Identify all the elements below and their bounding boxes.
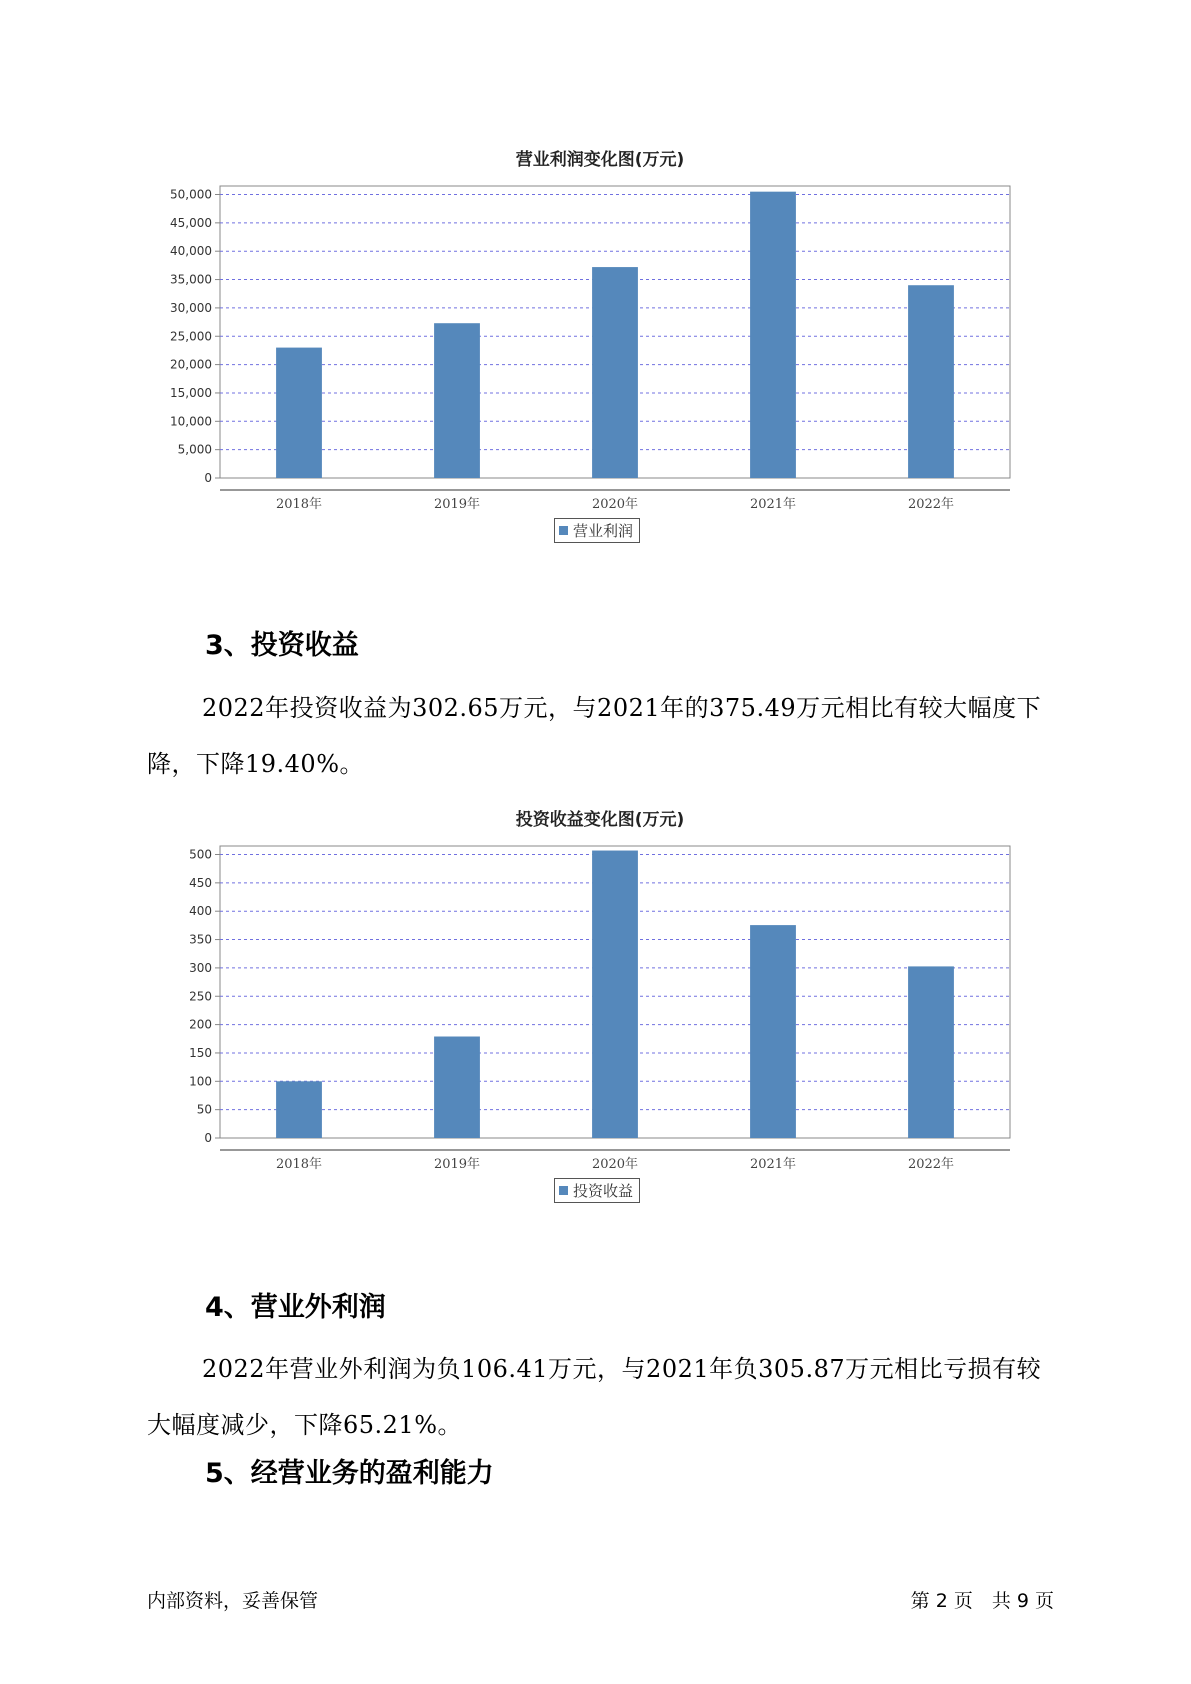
y-tick-label: 25,000 <box>170 329 212 344</box>
y-tick-label: 250 <box>189 989 212 1004</box>
bar <box>276 1081 322 1138</box>
y-tick-label: 35,000 <box>170 272 212 287</box>
section-paragraph-investment-income: 2022年投资收益为302.65万元，与2021年的375.49万元相比有较大幅度下降，下降19.40%。 <box>147 694 1042 778</box>
legend-label: 投资收益 <box>573 1182 634 1200</box>
y-tick-label: 20,000 <box>170 357 212 372</box>
chart-operating-profit-plot <box>150 180 1050 520</box>
section-heading-operating-profitability: 5、经营业务的盈利能力 <box>205 1458 494 1489</box>
bar <box>908 966 954 1138</box>
legend-swatch <box>559 1186 568 1195</box>
x-tick-label: 2020年 <box>591 1157 639 1172</box>
x-tick-label: 2022年 <box>907 497 955 512</box>
bar <box>750 192 796 478</box>
y-tick-label: 50,000 <box>170 187 212 202</box>
chart-investment-income-plot <box>150 840 1050 1180</box>
bar <box>592 851 638 1138</box>
y-tick-label: 350 <box>189 932 212 947</box>
bar <box>908 285 954 478</box>
x-tick-label: 2021年 <box>749 1157 797 1172</box>
y-tick-label: 100 <box>189 1074 212 1089</box>
y-tick-label: 5,000 <box>177 442 212 457</box>
y-tick-label: 45,000 <box>170 215 212 230</box>
section-heading-non-operating-profit: 4、营业外利润 <box>205 1292 386 1323</box>
y-tick-label: 150 <box>189 1045 212 1060</box>
y-tick-label: 10,000 <box>170 414 212 429</box>
section-paragraph-non-operating-profit: 2022年营业外利润为负106.41万元，与2021年负305.87万元相比亏损有较大幅度减少，下降65.21%。 <box>147 1355 1042 1439</box>
chart-operating-profit <box>150 140 1050 560</box>
legend-label: 营业利润 <box>573 522 634 540</box>
x-tick-label: 2021年 <box>749 497 797 512</box>
y-tick-label: 500 <box>189 847 212 862</box>
chart-investment-income <box>150 800 1050 1220</box>
footer-page-number: 第 2 页 共 9 页 <box>910 1590 1054 1612</box>
x-tick-label: 2019年 <box>433 497 481 512</box>
bar <box>434 1037 480 1138</box>
bar <box>750 925 796 1138</box>
x-tick-label: 2019年 <box>433 1157 481 1172</box>
y-tick-label: 450 <box>189 875 212 890</box>
x-tick-label: 2018年 <box>275 1157 323 1172</box>
x-tick-label: 2022年 <box>907 1157 955 1172</box>
footer-confidential-note: 内部资料，妥善保管 <box>147 1590 319 1612</box>
y-tick-label: 200 <box>189 1017 212 1032</box>
bar <box>434 323 480 478</box>
y-tick-label: 30,000 <box>170 300 212 315</box>
chart-title: 营业利润变化图(万元) <box>515 150 685 170</box>
chart-legend <box>554 1178 640 1203</box>
section-heading-investment-income: 3、投资收益 <box>205 630 359 661</box>
chart-title: 投资收益变化图(万元) <box>515 810 685 830</box>
bar <box>276 348 322 478</box>
y-tick-label: 15,000 <box>170 385 212 400</box>
legend-swatch <box>559 526 568 535</box>
y-tick-label: 400 <box>189 904 212 919</box>
chart-legend <box>554 518 640 543</box>
y-tick-label: 40,000 <box>170 244 212 259</box>
y-tick-label: 50 <box>196 1102 212 1117</box>
bar <box>592 267 638 478</box>
y-tick-label: 0 <box>204 471 212 485</box>
y-tick-label: 0 <box>204 1131 212 1145</box>
x-tick-label: 2018年 <box>275 497 323 512</box>
y-tick-label: 300 <box>189 960 212 975</box>
x-tick-label: 2020年 <box>591 497 639 512</box>
